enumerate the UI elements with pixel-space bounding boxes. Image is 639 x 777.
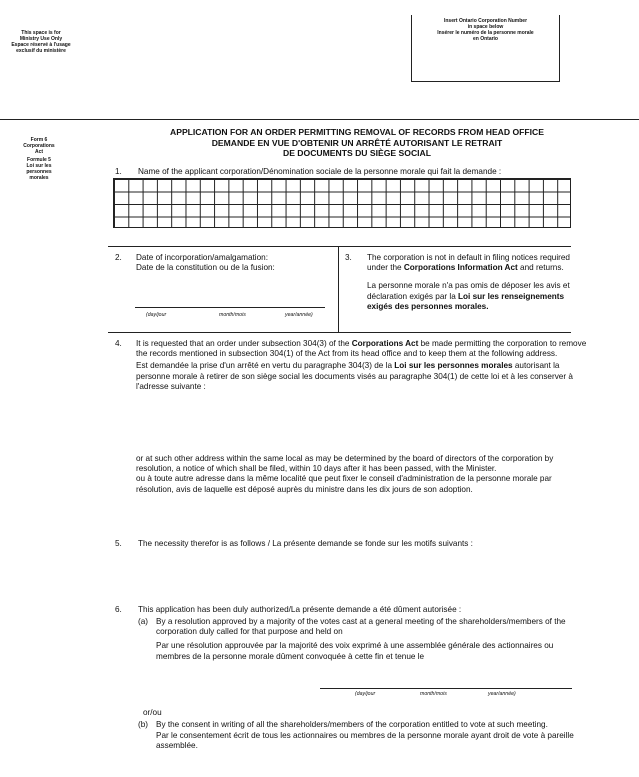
title-line: DEMANDE EN VUE D'OBTENIR UN ARRÊTÉ AUTORISANT LE RETRAIT	[211, 137, 503, 148]
option-a-text	[156, 617, 588, 662]
incorporation-date-line[interactable]	[135, 307, 325, 308]
section-1-number: 1.	[115, 167, 122, 176]
section-2-line: Date of incorporation/amalgamation:	[136, 253, 268, 262]
section-2-number: 2.	[115, 253, 122, 262]
corporation-number-box[interactable]	[411, 15, 560, 82]
section-2-line: Date de la constitution ou de la fusion:	[136, 263, 275, 273]
side-line: Formule 5	[27, 157, 51, 163]
option-b-label: (b)	[138, 720, 149, 729]
side-line: Act	[34, 149, 44, 155]
section-6-label: This application has been duly authorized/La présente demande a été dûment autorisée :	[138, 605, 462, 614]
section-2-bottom-line	[108, 332, 571, 333]
section-2-label	[136, 253, 332, 273]
section-5-label: The necessity therefor is as follows / La présente demande se fonde sur les motifs suivants :	[138, 539, 473, 548]
date-day-label: (day/jour	[146, 312, 167, 318]
section-3-text	[367, 253, 571, 312]
section-3-fr: La personne morale n'a pas omis de déposer les avis et déclaration exigés par la Loi sur les renseignements exigés des personnes morales.	[367, 281, 570, 311]
corp-number-line: Insérer le numéro de la personne morale	[437, 30, 534, 36]
option-b-en: By the consent in writing of all the shareholders/members of the corporation entitled to vote at such meeting.	[156, 720, 548, 729]
title-line: DE DOCUMENTS DU SIÈGE SOCIAL	[282, 148, 431, 158]
meeting-month-label: month/mois	[420, 691, 447, 697]
side-line: Form 6	[30, 137, 48, 143]
corporation-name-grid[interactable]	[113, 178, 571, 228]
section-1-label: Name of the applicant corporation/Dénomination sociale de la personne morale qui fait la demande :	[138, 167, 502, 176]
corp-number-line: in space below	[467, 24, 504, 30]
ministry-line: exclusif du ministère	[16, 48, 66, 54]
side-line: Corporations	[23, 143, 55, 149]
ministry-line: Espace réservé à l'usage	[11, 42, 71, 48]
section-3-en: The corporation is not in default in filing notices required under the Corporations Information Act and returns.	[367, 253, 570, 273]
meeting-year-label: year/année)	[488, 691, 516, 697]
form-title	[108, 127, 606, 159]
section-4-en: It is requested that an order under subsection 304(3) of the Corporations Act be made permitting the corporation to remove the records mentioned in subsection 304(1) of the Act from its head office and to keep them at the following address.	[136, 339, 587, 359]
title-line: APPLICATION FOR AN ORDER PERMITTING REMOVAL OF RECORDS FROM HEAD OFFICE	[170, 127, 544, 137]
side-line: morales	[29, 175, 49, 181]
ministry-use-note	[8, 30, 74, 54]
option-b-fr: Par le consentement écrit de tous les actionnaires ou membres de la personne morale ayant droit de vote à pareille assemblée.	[156, 731, 574, 751]
section-2-3-divider	[338, 246, 339, 332]
option-a-fr: Par une résolution approuvée par la majorité des voix exprimé à une assemblée générale des actionnaires ou membres de la personne morale dûment convoquée à cette fin et tenue le	[156, 641, 554, 661]
section-4-other-en: or at such other address within the same local as may be determined by the board of directors of the corporation by resolution, a notice of which shall be filed, within 10 days after it has been passed, with the Minister.	[136, 454, 554, 474]
section-6-number: 6.	[115, 605, 122, 614]
option-a-en: By a resolution approved by a majority of the votes cast at a general meeting of the shareholders/members of the corporation duly called for that purpose and held on	[156, 617, 566, 637]
or-separator: or/ou	[143, 708, 162, 717]
meeting-date-line[interactable]	[320, 688, 572, 689]
section-5-number: 5.	[115, 539, 122, 548]
section-3-number: 3.	[345, 253, 352, 262]
section-4-other-address	[136, 454, 588, 495]
section-4-fr: Est demandée la prise d'un arrêté en vertu du paragraphe 304(3) de la Loi sur les personnes morales autorisant la personne morale à retirer de son siège social les documents visés au paragraphe 304(1) de cette loi et à les conserver à l'adresse suivante :	[136, 361, 573, 391]
section-4-text	[136, 339, 588, 392]
top-divider	[0, 119, 639, 120]
side-line: personnes	[26, 169, 52, 175]
section-4-number: 4.	[115, 339, 122, 348]
meeting-day-label: (day/jour	[355, 691, 376, 697]
date-year-label: year/année)	[285, 312, 313, 318]
corp-number-line: Insert Ontario Corporation Number	[443, 18, 528, 24]
ministry-line: Ministry Use Only	[19, 36, 63, 42]
corp-number-line: en Ontario	[472, 36, 498, 42]
option-b-text	[156, 720, 588, 752]
option-a-label: (a)	[138, 617, 149, 626]
side-line: Loi sur les	[26, 163, 52, 169]
ministry-line: This space is for	[21, 30, 61, 36]
form-side-label	[12, 137, 66, 181]
date-month-label: month/mois	[219, 312, 246, 318]
section-4-other-fr: ou à toute autre adresse dans la même localité que peut fixer le conseil d'administration de la personne morale par résolution, avis de laquelle est déposé auprès du ministre dans les dix jours de son adoption.	[136, 474, 552, 494]
section-2-top-line	[108, 246, 571, 247]
